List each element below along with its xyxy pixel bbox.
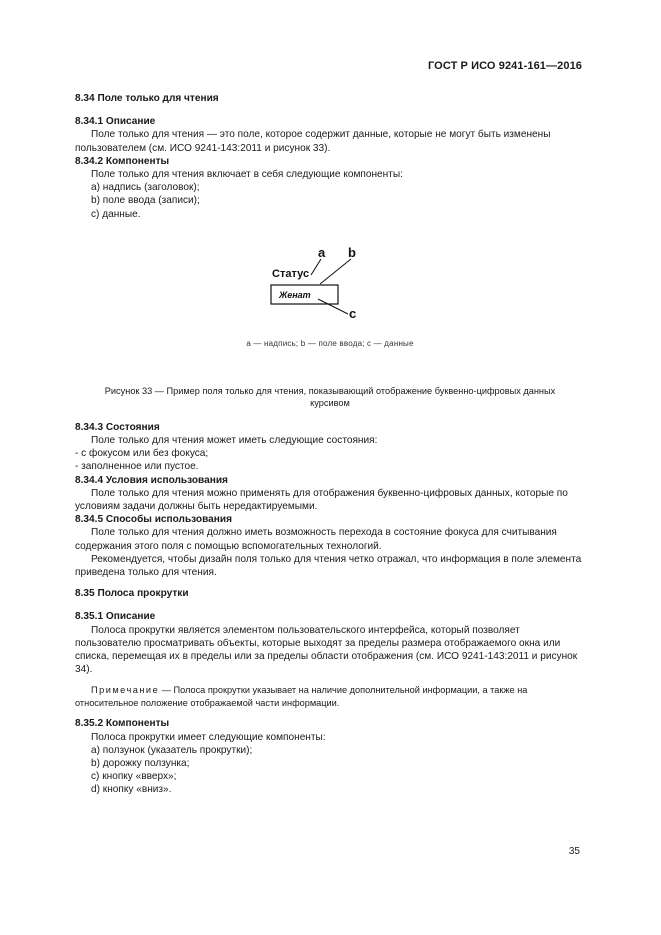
list-item: c) кнопку «вверх»;: [91, 771, 177, 783]
list-item: c) данные.: [91, 208, 141, 220]
pointer-line-a: [311, 259, 321, 275]
section-8-34-1-text: Поле только для чтения — это поле, которое содержит данные, которые не могут быть изменены пользователем (см. ИСО 9241-143:2011 и рисунок 33).: [75, 129, 551, 154]
page-number: 35: [568, 846, 580, 857]
note-text: — Полоса прокрутки указывает на наличие дополнительной информации, а также на относительное положение отображаемой части информации.: [75, 685, 528, 708]
pointer-line-c: [318, 299, 348, 314]
figure-caption: Рисунок 33 — Пример поля только для чтения, показывающий отображение буквенно-цифровых данных курсивом: [104, 385, 556, 408]
section-8-34-4-text: Поле только для чтения можно применять для отображения буквенно-цифровых данных, которые по условиям задачи должны быть нередактируемыми.: [75, 487, 568, 513]
figure-label-b: b: [348, 244, 356, 260]
figure-33: [75, 235, 585, 375]
list-item: - с фокусом или без фокуса;: [75, 448, 209, 460]
section-8-35-1-text: Полоса прокрутки является элементом пользовательского интерфейса, который позволяет пользователю просматривать объекты, которые выходят за пределы размера отображаемого окна или списка, перемещая их в пределы или за пределы области отображения (см. ИСО 9241-143:2011 и рисунок 34).: [75, 624, 578, 676]
section-8-34-5-text-1: Поле только для чтения должно иметь возможность перехода в состояние фокуса для считывания содержания этого поля с помощью вспомогательных технологий.: [75, 527, 557, 552]
section-8-34-2-title: 8.34.2 Компоненты: [75, 155, 170, 167]
section-8-35-2-intro: Полоса прокрутки имеет следующие компоненты:: [91, 731, 326, 743]
section-8-34-3-title: 8.34.3 Состояния: [75, 421, 160, 433]
document-body: [75, 92, 585, 797]
pointer-line-b: [320, 259, 351, 284]
list-item: - заполненное или пустое.: [75, 461, 199, 473]
section-8-34-3-intro: Поле только для чтения может иметь следующие состояния:: [91, 435, 378, 447]
figure-33-diagram: [75, 235, 585, 345]
list-item: b) поле ввода (записи);: [91, 195, 200, 207]
figure-legend: a — надпись; b — поле ввода; c — данные: [246, 338, 414, 348]
list-item: a) ползунок (указатель прокрутки);: [91, 744, 253, 756]
section-8-35-1-title: 8.35.1 Описание: [75, 611, 156, 623]
document-header: ГОСТ Р ИСО 9241-161—2016: [427, 60, 582, 72]
section-8-34-5-title: 8.34.5 Способы использования: [75, 514, 232, 526]
section-8-35-title: 8.35 Полоса прокрутки: [75, 588, 189, 600]
section-8-34-2-intro: Поле только для чтения включает в себя следующие компоненты:: [91, 169, 403, 181]
section-8-34-4-title: 8.34.4 Условия использования: [75, 474, 228, 486]
figure-label-c: c: [349, 305, 357, 321]
section-8-34-1-title: 8.34.1 Описание: [75, 116, 156, 128]
figure-label-a: a: [318, 244, 326, 260]
list-item: d) кнопку «вниз».: [91, 784, 172, 796]
note-label: Примечание: [91, 685, 160, 696]
field-caption-label: Статус: [272, 267, 310, 280]
list-item: a) надпись (заголовок);: [91, 182, 200, 194]
list-item: b) дорожку ползунка;: [91, 757, 190, 769]
readonly-field-value: Женат: [279, 289, 311, 300]
note: [75, 684, 585, 709]
section-8-34-5-text-2: Рекомендуется, чтобы дизайн поля только для чтения четко отражал, что информация в поле элемента приведена только для чтения.: [75, 553, 582, 579]
section-8-35-2-title: 8.35.2 Компоненты: [75, 718, 170, 730]
section-8-34-title: 8.34 Поле только для чтения: [75, 93, 219, 104]
